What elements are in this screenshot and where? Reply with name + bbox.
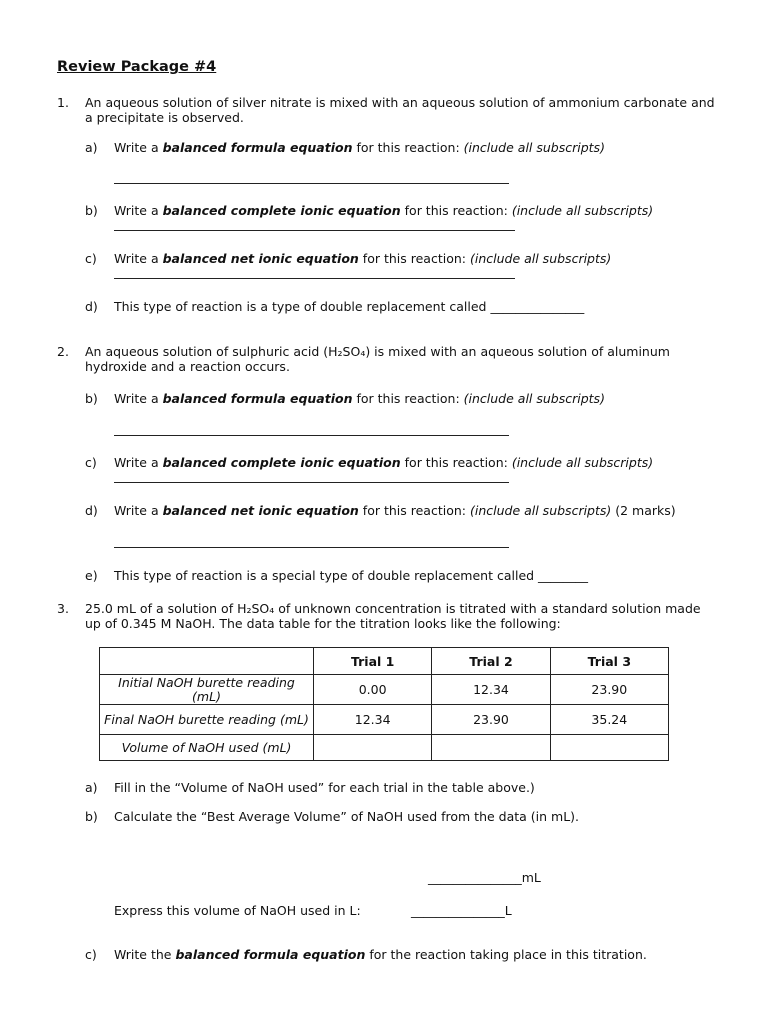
table-cell: 0.00 bbox=[314, 675, 432, 705]
table-cell-blank[interactable] bbox=[432, 735, 550, 761]
table-cell: 23.90 bbox=[550, 675, 668, 705]
q2c-answer-line[interactable] bbox=[114, 482, 509, 483]
titration-data-table bbox=[99, 647, 669, 761]
table-header-trial-1: Trial 1 bbox=[314, 648, 432, 675]
table-cell-blank[interactable] bbox=[550, 735, 668, 761]
question-3-number: 3. bbox=[57, 601, 69, 616]
row-label-initial-reading: Initial NaOH burette reading (mL) bbox=[100, 675, 314, 705]
table-cell: 12.34 bbox=[432, 675, 550, 705]
q1d-prompt: This type of reaction is a type of double replacement called _______________ bbox=[114, 299, 585, 314]
table-cell: 12.34 bbox=[314, 705, 432, 735]
q2b-prompt: Write a balanced formula equation for this reaction: (include all subscripts) bbox=[114, 391, 605, 406]
question-2-number: 2. bbox=[57, 344, 69, 359]
q1d-letter: d) bbox=[85, 299, 98, 314]
q3b-prompt: Calculate the “Best Average Volume” of NaOH used from the data (in mL). bbox=[114, 809, 580, 824]
table-row bbox=[100, 675, 669, 705]
q2e-letter: e) bbox=[85, 568, 98, 583]
q3c-letter: c) bbox=[85, 947, 97, 962]
q2d-answer-line[interactable] bbox=[114, 547, 509, 548]
express-volume-label: Express this volume of NaOH used in L: bbox=[114, 903, 361, 918]
q2d-letter: d) bbox=[85, 503, 98, 518]
q1a-prompt: Write a balanced formula equation for this reaction: (include all subscripts) bbox=[114, 140, 605, 155]
q1c-prompt: Write a balanced net ionic equation for this reaction: (include all subscripts) bbox=[114, 251, 612, 266]
row-label-final-reading: Final NaOH burette reading (mL) bbox=[100, 705, 314, 735]
q2e-prompt: This type of reaction is a special type of double replacement called ________ bbox=[114, 568, 589, 583]
table-header-blank bbox=[100, 648, 314, 675]
q2d-prompt: Write a balanced net ionic equation for this reaction: (include all subscripts) (2 marks) bbox=[114, 503, 676, 518]
table-row bbox=[100, 735, 669, 761]
table-header-row bbox=[100, 648, 669, 675]
row-label-volume-used: Volume of NaOH used (mL) bbox=[100, 735, 314, 761]
l-answer-blank[interactable]: _______________L bbox=[411, 903, 512, 918]
q2b-answer-line[interactable] bbox=[114, 435, 509, 436]
q1b-answer-line[interactable] bbox=[114, 230, 515, 231]
q1c-answer-line[interactable] bbox=[114, 278, 515, 279]
question-1-number: 1. bbox=[57, 95, 69, 110]
q1c-letter: c) bbox=[85, 251, 97, 266]
q1b-prompt: Write a balanced complete ionic equation for this reaction: (include all subscripts) bbox=[114, 203, 654, 218]
table-cell-blank[interactable] bbox=[314, 735, 432, 761]
q3a-prompt: Fill in the “Volume of NaOH used” for each trial in the table above.) bbox=[114, 780, 535, 795]
q1b-letter: b) bbox=[85, 203, 98, 218]
question-2-text: An aqueous solution of sulphuric acid (H₂SO₄) is mixed with an aqueous solution of aluminum hydroxide and a reaction occurs. bbox=[85, 344, 670, 374]
q2c-prompt: Write a balanced complete ionic equation for this reaction: (include all subscripts) bbox=[114, 455, 654, 470]
q3a-letter: a) bbox=[85, 780, 98, 795]
q3c-prompt: Write the balanced formula equation for the reaction taking place in this titration. bbox=[114, 947, 647, 962]
table-header-trial-2: Trial 2 bbox=[432, 648, 550, 675]
q1a-letter: a) bbox=[85, 140, 98, 155]
q2c-letter: c) bbox=[85, 455, 97, 470]
q1a-answer-line[interactable] bbox=[114, 183, 509, 184]
question-1-text: An aqueous solution of silver nitrate is mixed with an aqueous solution of ammonium carbonate and a precipitate is observed. bbox=[85, 95, 715, 125]
table-row bbox=[100, 705, 669, 735]
page-title: Review Package #4 bbox=[57, 59, 217, 75]
table-cell: 35.24 bbox=[550, 705, 668, 735]
ml-answer-blank[interactable]: _______________mL bbox=[428, 870, 541, 885]
question-3-text: 25.0 mL of a solution of H₂SO₄ of unknown concentration is titrated with a standard solution made up of 0.345 M NaOH. The data table for the titration looks like the following: bbox=[85, 601, 701, 631]
table-cell: 23.90 bbox=[432, 705, 550, 735]
table-header-trial-3: Trial 3 bbox=[550, 648, 668, 675]
q2b-letter: b) bbox=[85, 391, 98, 406]
q3b-letter: b) bbox=[85, 809, 98, 824]
